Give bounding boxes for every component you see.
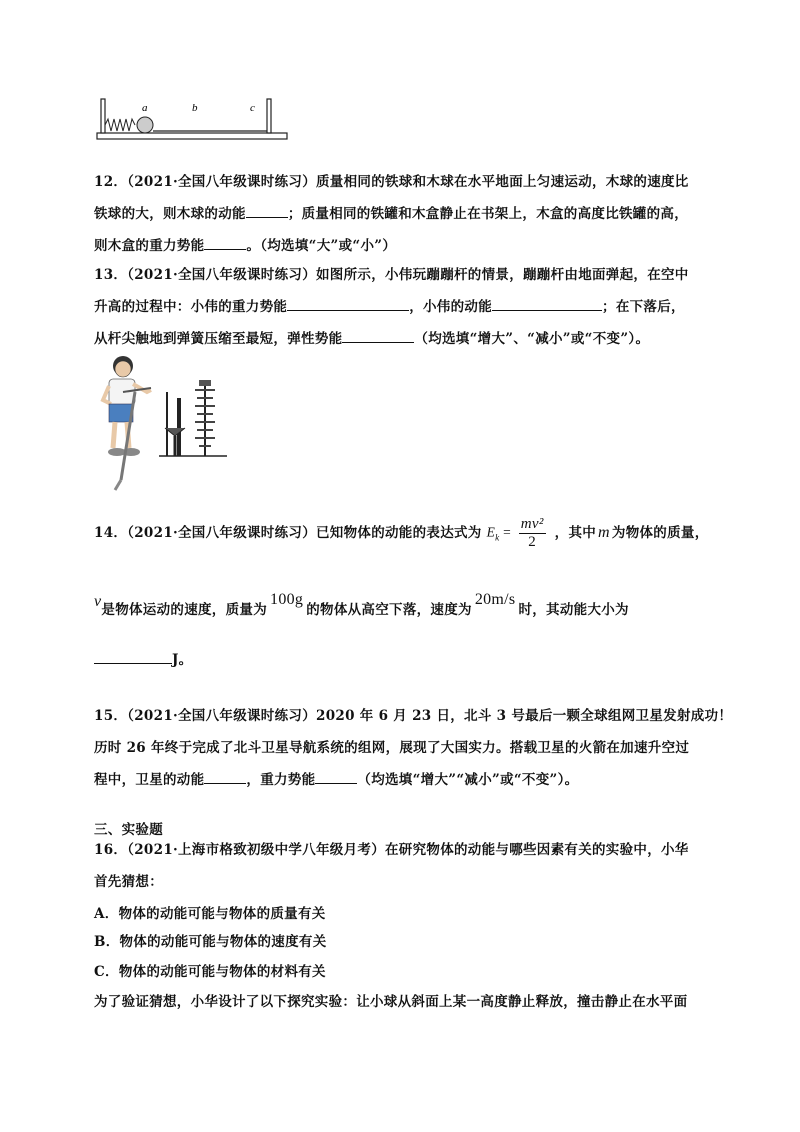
q15-line2: 历时 26 年终于完成了北斗卫星导航系统的组网，展现了大国实力。搭载卫星的火箭在加速升空过 [94, 740, 690, 756]
q14-text: 为物体的质量， [611, 525, 709, 541]
speed-value: 20m/s [474, 591, 516, 608]
answer-blank[interactable] [342, 328, 414, 343]
label-c: c [250, 102, 255, 114]
q15-line3 [94, 768, 578, 788]
formula-equals: = [503, 524, 512, 540]
q13-text: ；在下落后， [602, 299, 685, 315]
mass-value: 100g [270, 591, 304, 608]
q14-text: 时，其动能大小为 [518, 602, 629, 618]
q15-text: ，重力势能 [246, 772, 316, 788]
q13-text: ，小伟的动能 [409, 299, 493, 315]
answer-blank[interactable] [492, 296, 602, 311]
answer-blank[interactable] [315, 769, 357, 784]
q14-text: ，其中 [554, 525, 597, 541]
q14-line3 [94, 648, 193, 668]
q16-option-a: A．物体的动能可能与物体的质量有关 [94, 906, 326, 922]
q16-line6: 为了验证猜想，小华设计了以下探究实验：让小球从斜面上某一高度静止释放，撞击静止在水平面 [94, 994, 688, 1010]
q14-text: 的物体从高空下落，速度为 [306, 602, 472, 618]
var-m: m [598, 524, 610, 541]
answer-blank[interactable] [204, 769, 246, 784]
q15-text: 程中，卫星的动能 [94, 772, 205, 788]
formula-denominator: 2 [528, 534, 537, 550]
q13-line3 [94, 327, 649, 347]
q13-text: 升高的过程中：小伟的重力势能 [94, 299, 288, 315]
q12-text: 则木盒的重力势能 [94, 238, 205, 254]
spring-ball-track-figure [95, 95, 295, 145]
q15-text: （均选填“增大”“减小”或“不变”）。 [357, 772, 579, 788]
label-b: b [192, 102, 198, 114]
q16-line1: 16．（2021·上海市格致初级中学八年级月考）在研究物体的动能与哪些因素有关的实验中，小华 [94, 842, 689, 858]
q13-line1: 13．（2021·全国八年级课时练习）如图所示，小伟玩蹦蹦杆的情景，蹦蹦杆由地面弹起，在空中 [94, 267, 689, 283]
q14-text: 14．（2021·全国八年级课时练习）已知物体的动能的表达式为 [94, 525, 482, 541]
formula-sub-k: k [495, 532, 500, 543]
section-heading: 三、实验题 [94, 822, 163, 838]
q12-text: 铁球的大，则木球的动能 [94, 206, 246, 222]
answer-blank[interactable] [94, 649, 172, 664]
q13-text: （均选填“增大”、“减小”或“不变”）。 [414, 331, 650, 347]
var-v: v [94, 593, 102, 610]
q13-line2 [94, 295, 685, 315]
answer-blank[interactable] [287, 296, 409, 311]
q16-line2: 首先猜想： [94, 874, 163, 890]
q12-text: 。（均选填“大”或“小”） [246, 238, 397, 254]
q13-text: 从杆尖触地到弹簧压缩至最短，弹性势能 [94, 331, 343, 347]
q16-option-b: B．物体的动能可能与物体的速度有关 [94, 934, 327, 950]
q12-text: ；质量相同的铁罐和木盒静止在书架上，木盒的高度比铁罐的高， [287, 206, 689, 222]
label-a: a [142, 102, 148, 114]
answer-blank[interactable] [204, 235, 246, 250]
q12-line3 [94, 234, 396, 254]
q12-line1: 12．（2021·全国八年级课时练习）质量相同的铁球和木球在水平地面上匀速运动，木球的速度比 [94, 174, 689, 190]
q14-line1 [94, 516, 709, 551]
kinetic-energy-formula [487, 516, 550, 551]
formula-e: E [486, 524, 496, 540]
pogo-stick-figure [95, 352, 245, 492]
answer-blank[interactable] [246, 203, 288, 218]
q15-line1: 15．（2021·全国八年级课时练习）2020 年 6 月 23 日，北斗 3 号最后一颗全球组网卫星发射成功！ [94, 708, 733, 724]
q12-line2 [94, 202, 688, 222]
formula-numerator: mv² [520, 516, 544, 532]
q14-text: J。 [172, 652, 193, 668]
q14-line2 [94, 591, 629, 619]
q14-text: 是物体运动的速度，质量为 [101, 602, 268, 618]
q16-option-c: C．物体的动能可能与物体的材料有关 [94, 964, 326, 980]
formula-fraction [519, 516, 546, 551]
